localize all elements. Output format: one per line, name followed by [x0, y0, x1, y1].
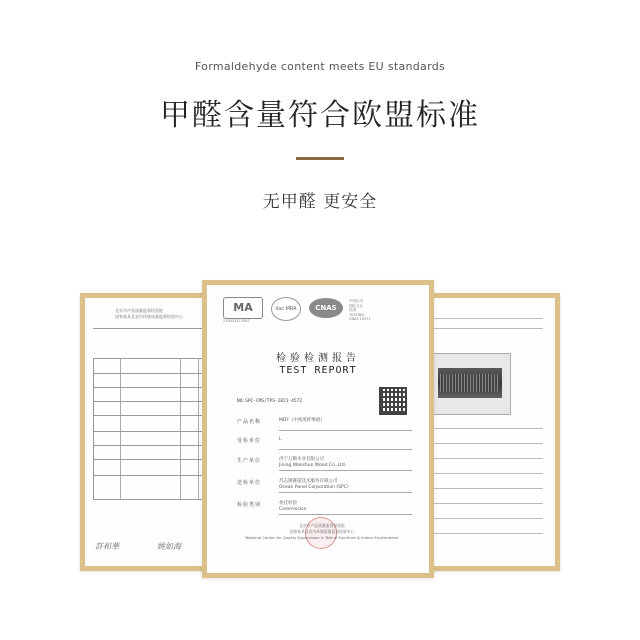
report-number: NO:SPC-CMS/TPS-2021-4572 — [237, 399, 303, 404]
report-title-en: TEST REPORT — [279, 365, 357, 376]
sample-photo — [429, 353, 511, 415]
tagline: 无甲醛 更安全 — [262, 192, 378, 212]
qr-code — [379, 387, 407, 415]
ilac-mra-logo: ilac MRA — [271, 297, 301, 321]
headline: 甲醛含量符合欧盟标准 — [160, 98, 480, 133]
report-title-cn: 检验检测报告 — [276, 353, 360, 364]
field-inspection-type: 检验类别 委托检验 Commission — [237, 501, 412, 517]
field-product-name: 产品名称 MDF（中密度纤维板） — [237, 418, 412, 434]
cert-logos — [223, 297, 423, 325]
left-doc-rule — [93, 328, 217, 329]
field-manufacturer: 生产单位 济宁万顺木业有限公司 Jining Wanshun Wood Co.,Ltd. — [237, 457, 412, 473]
left-doc-signature-2: 姚如海 — [157, 542, 181, 551]
cnas-logo-caption: 中国认可 国际互认 检测 TESTING CNAS L0571 — [349, 299, 371, 321]
left-doc-header-2: 国家家具及室内环境质量监督检验中心 — [115, 314, 183, 319]
subtitle-en: Formaldehyde content meets EU standards — [194, 60, 446, 73]
cnas-logo: CNAS — [309, 298, 343, 318]
field-submitting-unit: 送检单位 苏志钢赛諾技术服务有限公司 Ocean Panel Corporation (SPC) — [237, 479, 412, 495]
test-report-frame — [202, 280, 434, 578]
field-inspected-unit: 受检单位 L — [237, 437, 412, 453]
left-doc-table — [93, 358, 219, 500]
issuer-stamp: 北京市产品质量监督检验院 国家家具及室内环境质量监督检验中心 National Center for Quality Supervision & Test of Furniture & Indoor Environment — [237, 523, 407, 549]
gold-divider — [296, 157, 344, 160]
left-doc-header-1: 北京市产品质量监督检验院 — [115, 308, 163, 313]
cma-number: 210013113307 — [223, 319, 250, 323]
cma-logo: MA — [223, 297, 263, 319]
left-doc-signature-1: 許和華 — [95, 542, 119, 551]
